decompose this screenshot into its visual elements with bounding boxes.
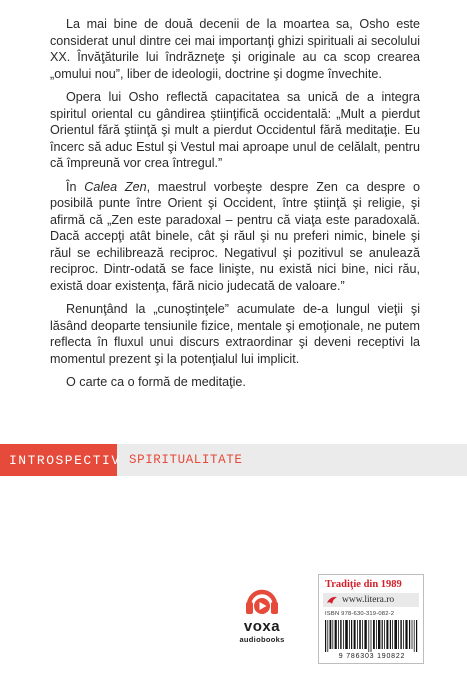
category-name: SPIRITUALITATE (129, 453, 243, 467)
voxa-logo (232, 583, 292, 644)
blurb-paragraph-5: O carte ca o formă de meditaţie. (66, 375, 246, 389)
category-tag (117, 444, 467, 476)
voxa-wordmark: voxa (243, 618, 281, 635)
blurb-paragraph-2: Opera lui Osho reflectă capacitatea sa unică de a integra spiritul oriental cu gândirea ştiinţifică occidentală: „Mult a pierdut Orientul fără ştiinţă şi mult a pierdut Occidentul fără meditaţie. Eu încerc să aduc Estul şi Vestul mai aproape unul de celălalt, pentru că împreună vor crea întregul.” (50, 90, 420, 170)
publisher-box (318, 574, 424, 664)
tradition-label: Tradiţie din 1989 (325, 579, 402, 590)
barcode (325, 620, 419, 652)
book-title-reference: Calea Zen (84, 179, 147, 194)
blurb-paragraph-4: Renunţând la „cunoştinţele” acumulate de-a lungul vieţii şi lăsând deoparte tensiunile fizice, mentale şi emoţionale, ne putem reflecta în fluxul unui discurs extraordinar şi deveni receptivi la momentul prezent şi la potenţialul lui implicit. (50, 302, 420, 366)
headphones-play-icon (243, 583, 281, 617)
litera-bird-icon (326, 595, 338, 605)
collection-tag (0, 444, 121, 476)
blurb-paragraph-3-prefix: În (66, 179, 85, 194)
blurb-paragraph-1: La mai bine de două decenii de la moartea sa, Osho este considerat unul dintre cei mai importanţi ghizi spirituali ai secolului XX. Învăţăturile lui îndrăzneţe şi originale au ca scop crearea „omului nou”, liber de ideologii, doctrine şi dogme învechite. (50, 17, 420, 81)
blurb-paragraph-3-rest: , maestrul vorbeşte despre Zen ca despre o posibilă punte între Orient şi Occident, între ştiinţă şi religie, şi afirmă că „Zen este paradoxal – pentru că viaţa este paradoxală. Dacă accepţi atât binele, cât şi răul şi nu preferi nimic, binele şi răul se echilibrează reciproc. Negativul şi pozitivul se anulează reciproc. Dintr-odată se face linişte, nu există nici bine, nici rău, există doar existenţa, fără nicio judecată de valoare.” (50, 179, 420, 293)
voxa-tagline: audiobooks (239, 635, 285, 644)
collection-name: INTROSPECTIV (9, 452, 121, 468)
isbn-label: ISBN 978-630-319-082-2 (325, 611, 395, 617)
series-band (0, 444, 467, 476)
back-cover-blurb (50, 16, 420, 398)
publisher-url-row (323, 593, 419, 607)
barcode-digits: 9 786303 190822 (338, 653, 406, 660)
publisher-url: www.litera.ro (342, 595, 395, 605)
blurb-paragraph-3 (50, 179, 420, 295)
